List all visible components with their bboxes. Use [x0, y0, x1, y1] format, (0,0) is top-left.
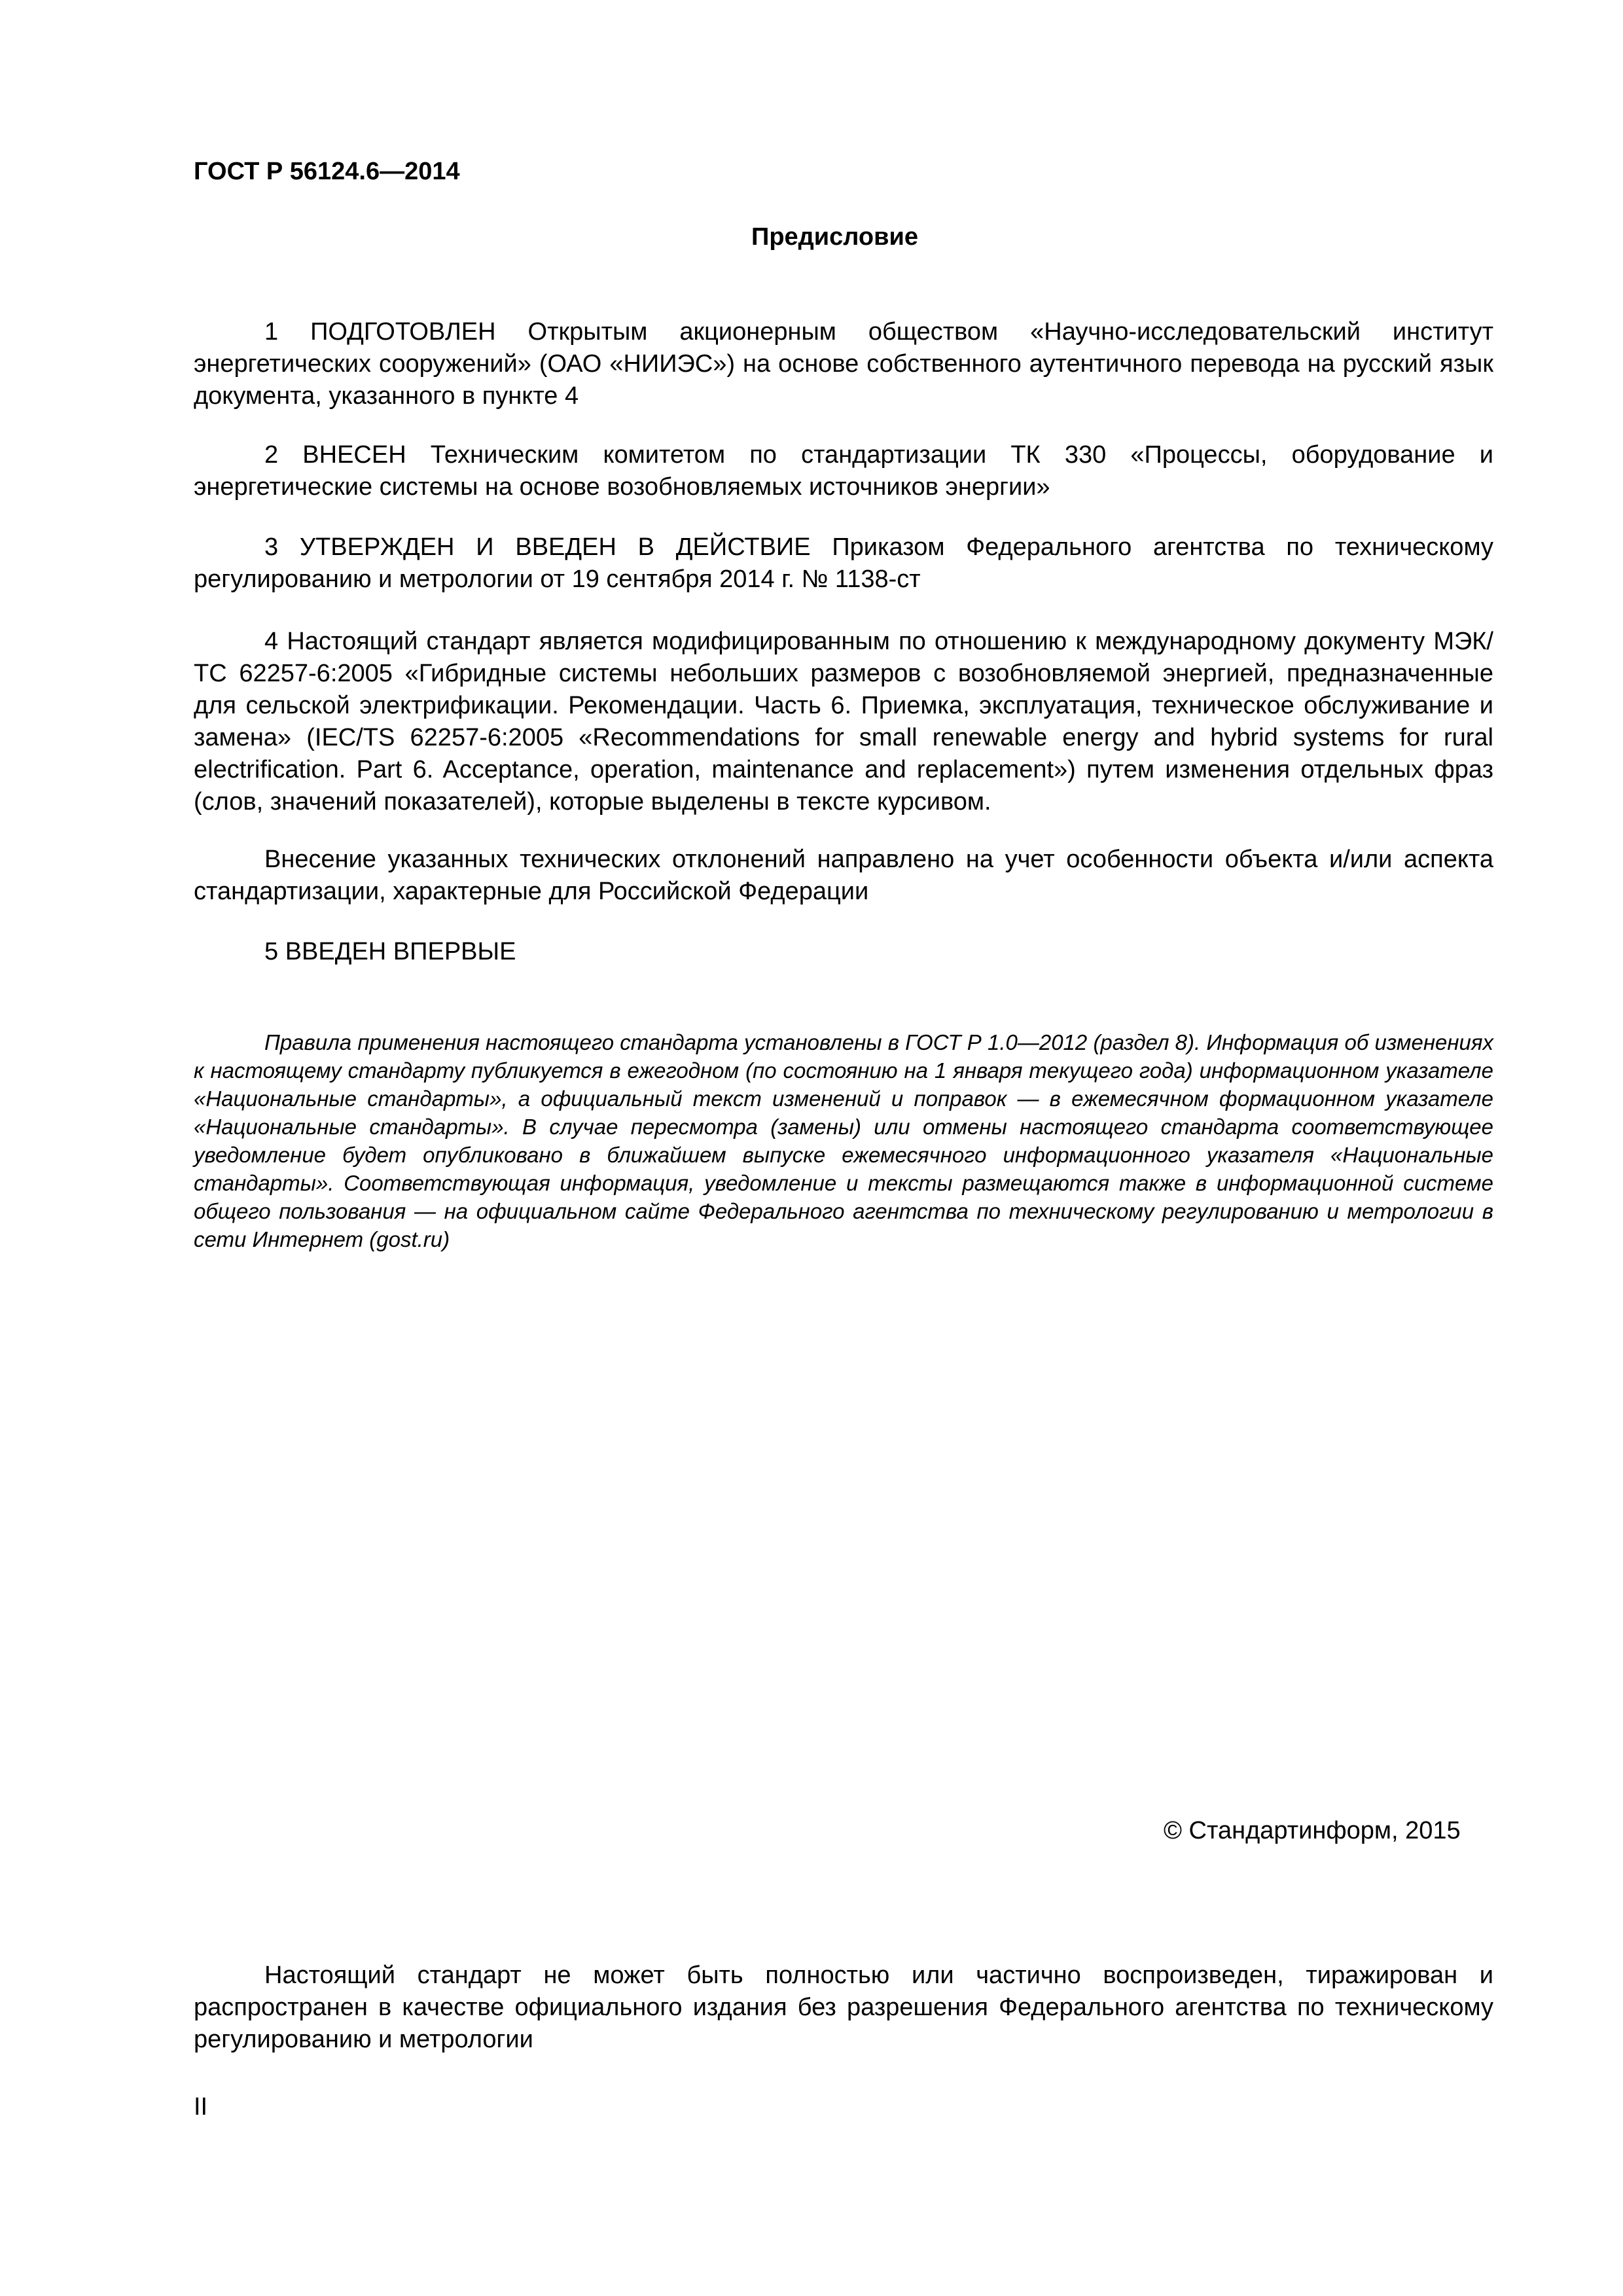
page-number: II [194, 2093, 208, 2121]
section-title-foreword: Предисловие [751, 223, 918, 251]
foreword-item-deviations: Внесение указанных технических отклонений направлено на учет особенности объекта и/или аспекта стандартизации, характерные для Российской Федерации [194, 846, 1493, 905]
foreword-item-prepared: 1 ПОДГОТОВЛЕН Открытым акционерным обществом «Научно-исследовательский институт энергетических сооружений» (ОАО «НИИЭС») на основе собственного аутентичного перевода на русский язык документа, указанного в пункте 4 [194, 318, 1493, 410]
foreword-item-approved: 3 УТВЕРЖДЕН И ВВЕДЕН В ДЕЙСТВИЕ Приказом Федерального агентства по техническому регулированию и метрологии от 19 сентября 2014 г. № 1138-ст [194, 533, 1493, 593]
foreword-item-introduced: 2 ВНЕСЕН Техническим комитетом по стандартизации ТК 330 «Процессы, оборудование и энергетические системы на основе возобновляемых источников энергии» [194, 441, 1493, 501]
foreword-item-first-introduced: 5 ВВЕДЕН ВПЕРВЫЕ [264, 938, 516, 965]
reproduction-rights-notice: Настоящий стандарт не может быть полностью или частично воспроизведен, тиражирован и распространен в качестве официального издания без разрешения Федерального агентства по техническому регулированию и метрологии [194, 1962, 1493, 2053]
standard-code-header: ГОСТ Р 56124.6—2014 [194, 158, 460, 185]
foreword-item-modified: 4 Настоящий стандарт является модифицированным по отношению к международному документу МЭК/ТС 62257-6:2005 «Гибридные системы небольших размеров с возобновляемой энергией, предназначенные для сельской электрификации. Рекомендации. Часть 6. Приемка, эксплуатация, техническое обслуживание и замена» (IEC/TS 62257-6:2005 «Recommendations for small renewable energy and hybrid systems for rural electrification. Part 6. Acceptance, operation, maintenance and replacement») путем изменения отдельных фраз (слов, значений показателей), которые выделены в тексте курсивом. [194, 628, 1493, 816]
application-rules-note: Правила применения настоящего стандарта установлены в ГОСТ Р 1.0—2012 (раздел 8). Информация об изменениях к настоящему стандарту публикуется в ежегодном (по состоянию на 1 января текущего года) информационном указателе «Национальные стандарты», а официальный текст изменений и поправок — в ежемесячном формационном указателе «Национальные стандарты». В случае пересмотра (замены) или отмены настоящего стандарта соответствующее уведомление будет опубликовано в ближайшем выпуске ежемесячного информационного указателя «Национальные стандарты». Соответствующая информация, уведомление и тексты размещаются также в информационной системе общего пользования — на официальном сайте Федерального агентства по техническому регулированию и метрологии в сети Интернет (gost.ru) [194, 1030, 1493, 1251]
copyright-notice: © Стандартинформ, 2015 [1164, 1817, 1461, 1844]
